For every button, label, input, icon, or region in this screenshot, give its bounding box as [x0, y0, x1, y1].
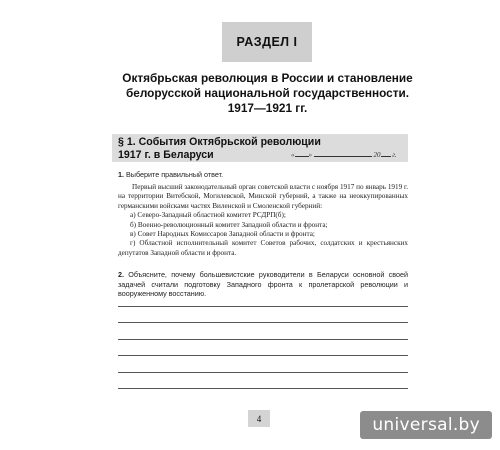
answer-line[interactable] [118, 355, 408, 356]
question-2-prompt-text: Объясните, почему большевистские руководители в Беларуси основной своей задачей считали подготовку Западного фронта к пролетарской революции и вооруженному восстанию. [118, 270, 409, 299]
section-label [222, 22, 312, 62]
date-month-blank[interactable] [314, 150, 372, 157]
date-field [291, 150, 397, 159]
answer-line[interactable] [118, 322, 408, 323]
date-year-blank[interactable] [381, 150, 391, 157]
answer-line[interactable] [118, 388, 408, 389]
answer-lines [118, 306, 408, 404]
watermark-logo [360, 411, 492, 439]
question-1-prompt-text: Выберите правильный ответ. [126, 170, 224, 179]
chapter-title-line-2: белорусской национальной государственности. [125, 86, 410, 100]
answer-line[interactable] [118, 339, 408, 340]
question-1-text: Первый высший законодательный орган советской власти с ноября 1917 по январь 1919 г. на территории Витебской, Могилевской, Минской губерний, а также на неоккупированных германскими войсками частях Виленской и Смоленской губерний: [118, 183, 408, 210]
section-label-text: РАЗДЕЛ I [236, 35, 298, 49]
paragraph-title-line-2: 1917 г. в Беларуси [118, 149, 214, 161]
option-b[interactable]: б) Военно-революционный комитет Западной области и фронта; [130, 220, 328, 229]
option-c[interactable]: в) Совет Народных Комиссаров Западной области и фронта; [130, 230, 315, 239]
option-d[interactable] [118, 239, 408, 258]
option-d-text: г) Областной исполнительный комитет Советов рабочих, солдатских и крестьянских депутатов Западной области и фронта. [118, 239, 408, 257]
chapter-title-line-3: 1917—1921 гг. [227, 101, 308, 115]
page-number-text: 4 [256, 413, 262, 424]
chapter-title [95, 71, 440, 116]
date-close-quote: » [308, 151, 312, 159]
answer-line[interactable] [118, 372, 408, 373]
date-open-quote: « [291, 151, 295, 159]
option-a[interactable]: а) Северо-Западный областной комитет РСДРП(б); [130, 211, 286, 220]
page-number [248, 410, 270, 427]
question-1-number: 1. [118, 170, 124, 179]
answer-line[interactable] [118, 306, 408, 307]
question-1-prompt [118, 170, 408, 180]
question-2-prompt [118, 270, 408, 299]
chapter-title-line-1: Октябрьская революция в России и становление [122, 71, 413, 85]
question-1-body [118, 183, 408, 258]
date-year: 20 [373, 151, 381, 159]
question-2-number: 2. [118, 270, 124, 279]
paragraph-title-line-1: § 1. События Октябрьской революции [118, 136, 321, 148]
date-suffix: г. [392, 151, 397, 159]
watermark-text: universal.by [372, 415, 480, 435]
date-day-blank[interactable] [295, 150, 309, 157]
